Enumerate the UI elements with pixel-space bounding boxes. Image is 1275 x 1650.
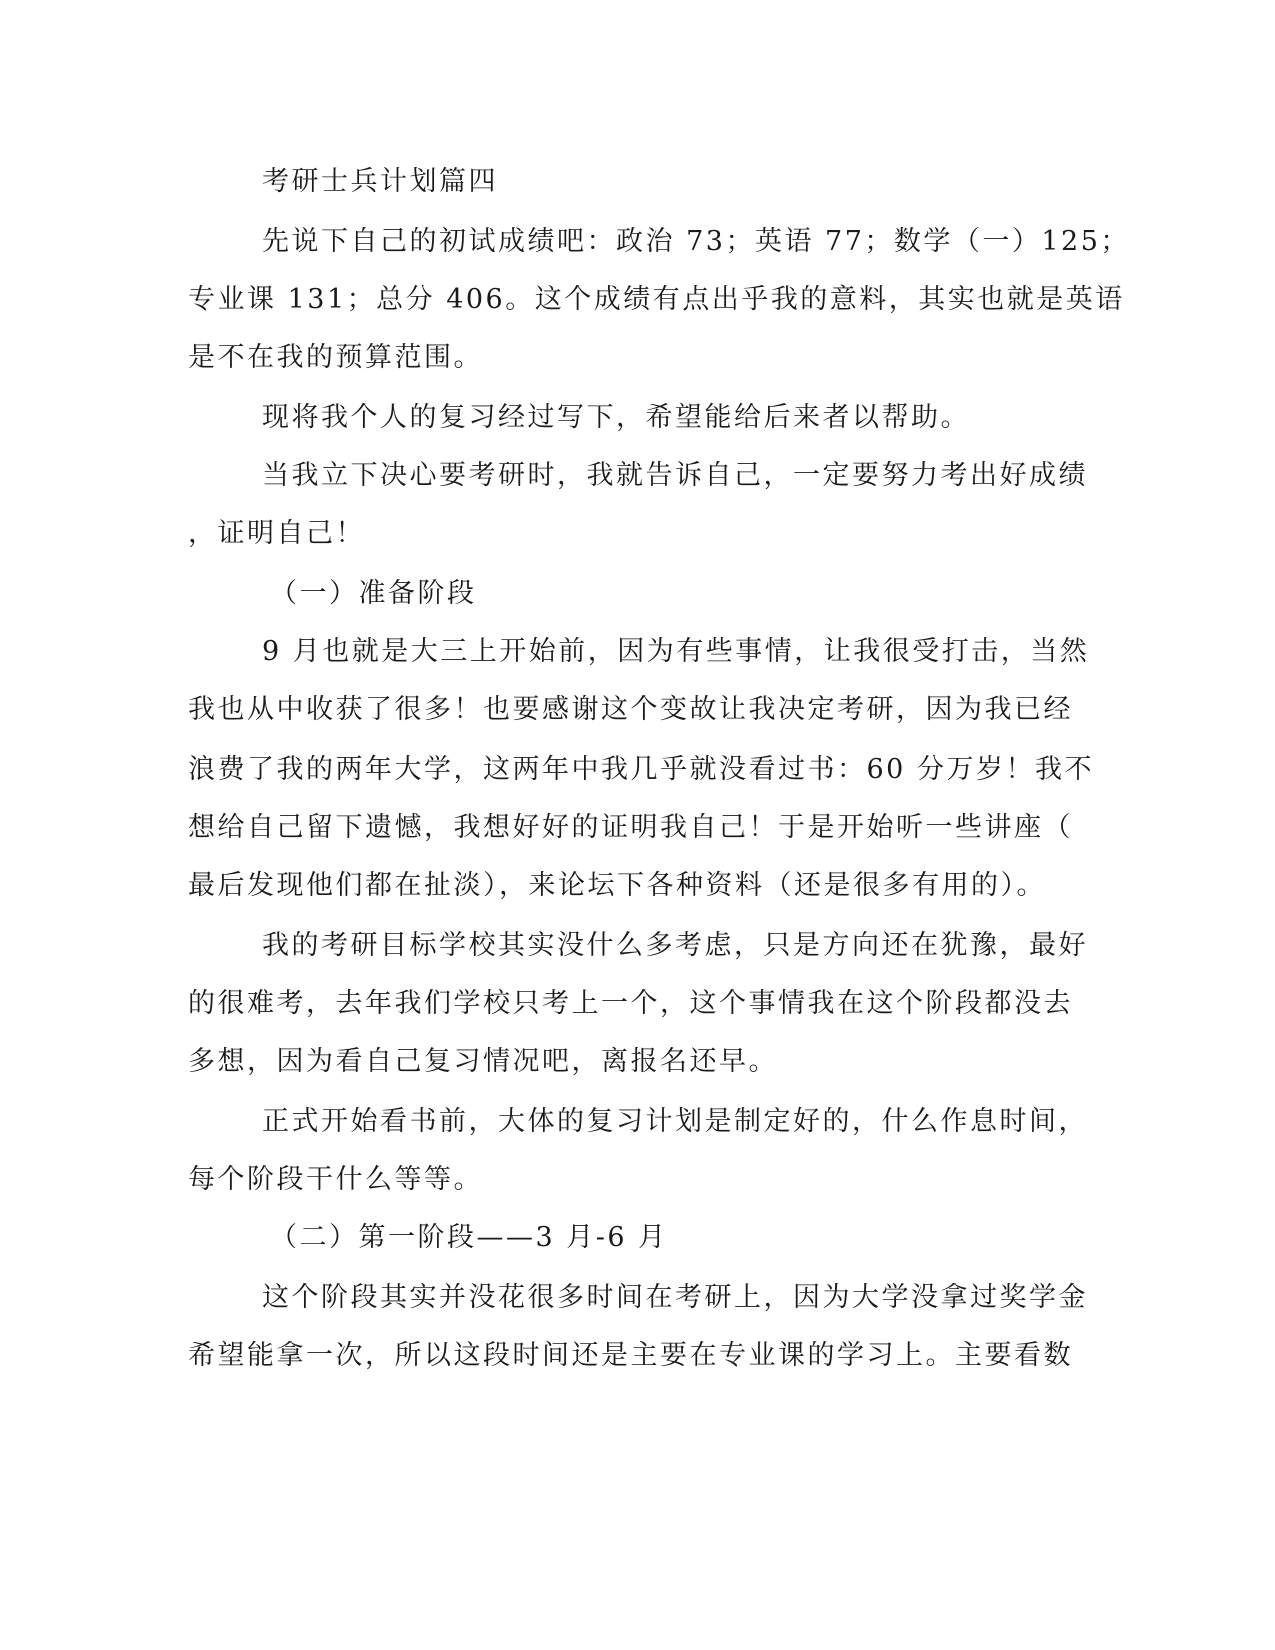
text-line: 浪费了我的两年大学，这两年中我几乎就没看过书：60 分万岁！我不: [188, 754, 1094, 785]
text-line: 我的考研目标学校其实没什么多考虑，只是方向还在犹豫，最好: [262, 930, 1088, 961]
subheading: （二）第一阶段——3 月-6 月: [270, 1222, 668, 1253]
section-title: 考研士兵计划篇四: [262, 166, 498, 197]
text-line: 这个阶段其实并没花很多时间在考研上，因为大学没拿过奖学金: [262, 1282, 1088, 1313]
text-line: ，证明自己！: [188, 518, 365, 549]
subheading: （一）准备阶段: [270, 578, 477, 609]
text-line: 专业课 131；总分 406。这个成绩有点出乎我的意料，其实也就是英语: [188, 284, 1125, 315]
text-line: 多想，因为看自己复习情况吧，离报名还早。: [188, 1046, 778, 1077]
text-line: 最后发现他们都在扯淡），来论坛下各种资料（还是很多有用的）。: [188, 870, 1046, 901]
text-line: 现将我个人的复习经过写下，希望能给后来者以帮助。: [262, 402, 970, 433]
text-line: 正式开始看书前，大体的复习计划是制定好的，什么作息时间，: [262, 1106, 1088, 1137]
text-line: 当我立下决心要考研时，我就告诉自己，一定要努力考出好成绩: [262, 460, 1088, 491]
text-line: 每个阶段干什么等等。: [188, 1164, 483, 1195]
text-line: 是不在我的预算范围。: [188, 342, 483, 373]
text-line: 9 月也就是大三上开始前，因为有些事情，让我很受打击，当然: [262, 636, 1090, 667]
text-line: 先说下自己的初试成绩吧：政治 73；英语 77；数学（一）125；: [262, 226, 1130, 257]
text-line: 我也从中收获了很多！也要感谢这个变故让我决定考研，因为我已经: [188, 694, 1073, 725]
text-line: 想给自己留下遗憾，我想好好的证明我自己！于是开始听一些讲座（: [188, 812, 1073, 843]
text-line: 希望能拿一次，所以这段时间还是主要在专业课的学习上。主要看数: [188, 1340, 1073, 1371]
text-line: 的很难考，去年我们学校只考上一个，这个事情我在这个阶段都没去: [188, 988, 1073, 1019]
